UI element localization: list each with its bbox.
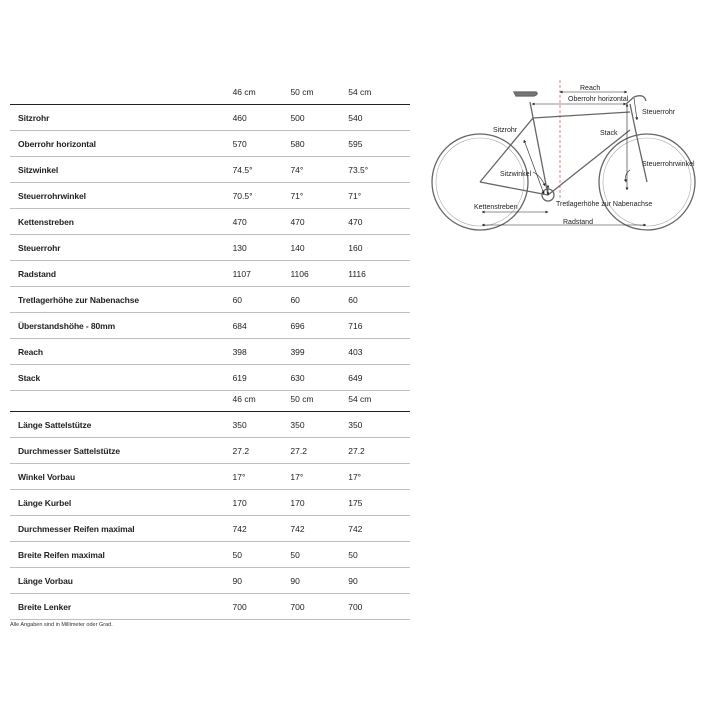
row-label: Kettenstreben bbox=[10, 209, 233, 235]
label-sitzwinkel: Sitzwinkel bbox=[500, 171, 532, 178]
component-row bbox=[10, 568, 410, 594]
size-46-header: 46 cm bbox=[233, 79, 291, 105]
label-stack: Stack bbox=[600, 130, 618, 137]
size-value-cell: 160 bbox=[348, 235, 410, 261]
row-label: Länge Kurbel bbox=[10, 490, 233, 516]
size-value-cell: 684 bbox=[233, 313, 291, 339]
size-value-cell: 90 bbox=[233, 568, 291, 594]
size-value-cell: 742 bbox=[290, 516, 348, 542]
label-steuerrohrwinkel: Steuerrohrwinkel bbox=[642, 161, 695, 168]
row-label: Oberrohr horizontal bbox=[10, 131, 233, 157]
size-value-cell: 350 bbox=[233, 412, 291, 438]
size-value-cell: 350 bbox=[290, 412, 348, 438]
size-value-cell: 540 bbox=[348, 105, 410, 131]
size-value-cell: 742 bbox=[233, 516, 291, 542]
component-row bbox=[10, 490, 410, 516]
size-value-cell: 570 bbox=[233, 131, 291, 157]
row-label: Reach bbox=[10, 339, 233, 365]
size-value-cell: 60 bbox=[348, 287, 410, 313]
row-label: Durchmesser Reifen maximal bbox=[10, 516, 233, 542]
label-oberrohr: Oberrohr horizontal bbox=[568, 96, 629, 103]
size-value-cell: 460 bbox=[233, 105, 291, 131]
label-steuerrohr: Steuerrohr bbox=[642, 109, 676, 116]
size-value-cell: 1116 bbox=[348, 261, 410, 287]
size-value-cell: 175 bbox=[348, 490, 410, 516]
size-50-header: 50 cm bbox=[290, 79, 348, 105]
size-value-cell: 716 bbox=[348, 313, 410, 339]
size-value-cell: 70.5° bbox=[233, 183, 291, 209]
size-value-cell: 60 bbox=[290, 287, 348, 313]
size-value-cell: 17° bbox=[290, 464, 348, 490]
size-value-cell: 470 bbox=[233, 209, 291, 235]
size-value-cell: 742 bbox=[348, 516, 410, 542]
row-label: Stack bbox=[10, 365, 233, 391]
size-header-row bbox=[10, 79, 410, 105]
label-reach: Reach bbox=[580, 85, 601, 92]
row-label: Sitzrohr bbox=[10, 105, 233, 131]
row-label: Länge Sattelstütze bbox=[10, 412, 233, 438]
size-54-header: 54 cm bbox=[348, 386, 410, 412]
size-value-cell: 700 bbox=[290, 594, 348, 620]
geometry-row bbox=[10, 235, 410, 261]
geometry-row bbox=[10, 209, 410, 235]
row-label: Breite Lenker bbox=[10, 594, 233, 620]
size-value-cell: 470 bbox=[290, 209, 348, 235]
row-label: Durchmesser Sattelstütze bbox=[10, 438, 233, 464]
size-value-cell: 700 bbox=[233, 594, 291, 620]
size-value-cell: 619 bbox=[233, 365, 291, 391]
component-row bbox=[10, 516, 410, 542]
size-value-cell: 50 bbox=[348, 542, 410, 568]
size-value-cell: 500 bbox=[290, 105, 348, 131]
size-value-cell: 700 bbox=[348, 594, 410, 620]
row-label: Steuerrohrwinkel bbox=[10, 183, 233, 209]
label-radstand: Radstand bbox=[563, 219, 593, 226]
component-row bbox=[10, 464, 410, 490]
size-46-header: 46 cm bbox=[233, 386, 291, 412]
component-row bbox=[10, 542, 410, 568]
size-50-header: 50 cm bbox=[290, 386, 348, 412]
size-value-cell: 170 bbox=[233, 490, 291, 516]
size-value-cell: 27.2 bbox=[290, 438, 348, 464]
size-54-header: 54 cm bbox=[348, 79, 410, 105]
row-label: Tretlagerhöhe zur Nabenachse bbox=[10, 287, 233, 313]
size-value-cell: 74.5° bbox=[233, 157, 291, 183]
size-value-cell: 470 bbox=[348, 209, 410, 235]
size-value-cell: 170 bbox=[290, 490, 348, 516]
geometry-row bbox=[10, 339, 410, 365]
geometry-row bbox=[10, 287, 410, 313]
size-value-cell: 50 bbox=[233, 542, 291, 568]
size-value-cell: 630 bbox=[290, 365, 348, 391]
geometry-row bbox=[10, 313, 410, 339]
size-value-cell: 50 bbox=[290, 542, 348, 568]
size-value-cell: 140 bbox=[290, 235, 348, 261]
size-value-cell: 398 bbox=[233, 339, 291, 365]
size-value-cell: 350 bbox=[348, 412, 410, 438]
footnote: Alle Angaben sind in Millimeter oder Grad. bbox=[10, 622, 113, 628]
row-label: Länge Vorbau bbox=[10, 568, 233, 594]
bike-geometry-diagram bbox=[430, 80, 700, 250]
component-row bbox=[10, 412, 410, 438]
size-value-cell: 17° bbox=[233, 464, 291, 490]
size-value-cell: 595 bbox=[348, 131, 410, 157]
size-value-cell: 27.2 bbox=[348, 438, 410, 464]
size-value-cell: 1106 bbox=[290, 261, 348, 287]
label-sitzrohr: Sitzrohr bbox=[493, 127, 518, 134]
size-value-cell: 73.5° bbox=[348, 157, 410, 183]
header-label-cell bbox=[10, 79, 233, 105]
geometry-row bbox=[10, 131, 410, 157]
size-value-cell: 649 bbox=[348, 365, 410, 391]
size-value-cell: 130 bbox=[233, 235, 291, 261]
size-value-cell: 27.2 bbox=[233, 438, 291, 464]
row-label: Winkel Vorbau bbox=[10, 464, 233, 490]
row-label: Radstand bbox=[10, 261, 233, 287]
size-value-cell: 399 bbox=[290, 339, 348, 365]
component-row bbox=[10, 438, 410, 464]
geometry-row bbox=[10, 157, 410, 183]
size-value-cell: 90 bbox=[290, 568, 348, 594]
size-value-cell: 1107 bbox=[233, 261, 291, 287]
row-label: Überstandshöhe - 80mm bbox=[10, 313, 233, 339]
size-value-cell: 71° bbox=[290, 183, 348, 209]
size-header-row bbox=[10, 386, 410, 412]
geometry-row bbox=[10, 261, 410, 287]
size-value-cell: 696 bbox=[290, 313, 348, 339]
size-value-cell: 580 bbox=[290, 131, 348, 157]
component-row bbox=[10, 594, 410, 620]
size-value-cell: 60 bbox=[233, 287, 291, 313]
label-tretlager: Tretlagerhöhe zur Nabenachse bbox=[556, 201, 653, 208]
row-label: Steuerrohr bbox=[10, 235, 233, 261]
geometry-table bbox=[10, 79, 410, 391]
geometry-row bbox=[10, 105, 410, 131]
size-value-cell: 403 bbox=[348, 339, 410, 365]
size-value-cell: 71° bbox=[348, 183, 410, 209]
header-label-cell bbox=[10, 386, 233, 412]
size-value-cell: 90 bbox=[348, 568, 410, 594]
components-table bbox=[10, 386, 410, 620]
size-value-cell: 17° bbox=[348, 464, 410, 490]
row-label: Sitzwinkel bbox=[10, 157, 233, 183]
size-value-cell: 74° bbox=[290, 157, 348, 183]
label-kettenstreben: Kettenstreben bbox=[474, 204, 518, 211]
geometry-row bbox=[10, 183, 410, 209]
dimension-labels bbox=[474, 85, 695, 226]
row-label: Breite Reifen maximal bbox=[10, 542, 233, 568]
